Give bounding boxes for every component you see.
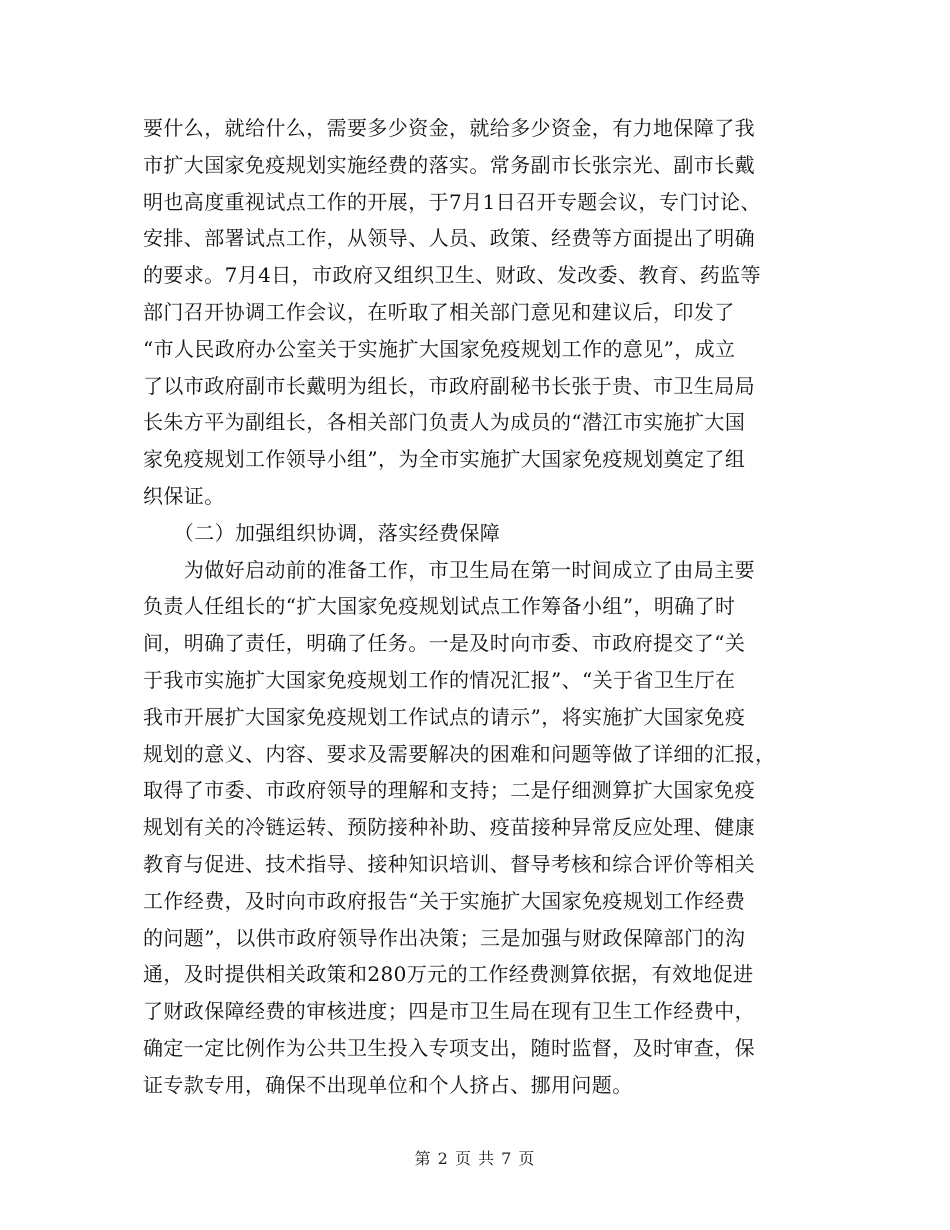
- text-line: 的要求。7月4日，市政府又组织卫生、财政、发改委、教育、药监等: [143, 263, 761, 288]
- document-body: [143, 110, 813, 1104]
- text-line: 的问题”，以供市政府领导作出决策；三是加强与财政保障部门的沟: [143, 925, 746, 950]
- text-line: 我市开展扩大国家免疫规划工作试点的请示”，将实施扩大国家免疫: [143, 704, 746, 729]
- text-line: 规划有关的冷链运转、预防接种补助、疫苗接种异常反应处理、健康: [143, 815, 755, 840]
- text-line: 了财政保障经费的审核进度；四是市卫生局在现有卫生工作经费中，: [143, 999, 755, 1024]
- page-number-footer: 第 2 页 共 7 页: [414, 1149, 536, 1168]
- text-line: 织保证。: [143, 483, 225, 508]
- section-heading: （二）加强组织协调，落实经费保障: [143, 520, 501, 545]
- text-line: 家免疫规划工作领导小组”，为全市实施扩大国家免疫规划奠定了组: [143, 447, 746, 472]
- text-line: 教育与促进、技术指导、接种知识培训、督导考核和综合评价等相关: [143, 851, 755, 876]
- text-line: 部门召开协调工作会议，在听取了相关部门意见和建议后，印发了: [143, 299, 735, 324]
- text-line: 明也高度重视试点工作的开展，于7月1日召开专题会议，专门讨论、: [143, 189, 761, 214]
- text-line: 负责人任组长的“扩大国家免疫规划试点工作筹备小组”，明确了时: [143, 594, 736, 619]
- text-line: 通，及时提供相关政策和280万元的工作经费测算依据，有效地促进: [143, 962, 754, 987]
- text-line: 取得了市委、市政府领导的理解和支持；二是仔细测算扩大国家免疫: [143, 778, 755, 803]
- text-line: 确定一定比例作为公共卫生投入专项支出，随时监督，及时审查，保: [143, 1035, 755, 1060]
- text-line: 安排、部署试点工作，从领导、人员、政策、经费等方面提出了明确: [143, 226, 755, 251]
- text-line: 工作经费，及时向市政府报告“关于实施扩大国家免疫规划工作经费: [143, 888, 746, 913]
- text-line: 证专款专用，确保不出现单位和个人挤占、挪用问题。: [143, 1072, 633, 1097]
- text-line: 市扩大国家免疫规划实施经费的落实。常务副市长张宗光、副市长戴: [143, 152, 755, 177]
- text-line: 于我市实施扩大国家免疫规划工作的情况汇报”、“关于省卫生厅在: [143, 667, 736, 692]
- text-line: 规划的意义、内容、要求及需要解决的困难和问题等做了详细的汇报，: [143, 741, 776, 766]
- text-line: 了以市政府副市长戴明为组长，市政府副秘书长张于贵、市卫生局局: [143, 373, 755, 398]
- text-line: “市人民政府办公室关于实施扩大国家免疫规划工作的意见”，成立: [143, 336, 736, 361]
- text-line: 长朱方平为副组长，各相关部门负责人为成员的“潜江市实施扩大国: [143, 410, 746, 435]
- text-line: 间，明确了责任，明确了任务。一是及时向市委、市政府提交了“关: [143, 631, 746, 656]
- text-line: 为做好启动前的准备工作，市卫生局在第一时间成立了由局主要: [143, 557, 755, 582]
- text-line: 要什么，就给什么，需要多少资金，就给多少资金，有力地保障了我: [143, 116, 755, 140]
